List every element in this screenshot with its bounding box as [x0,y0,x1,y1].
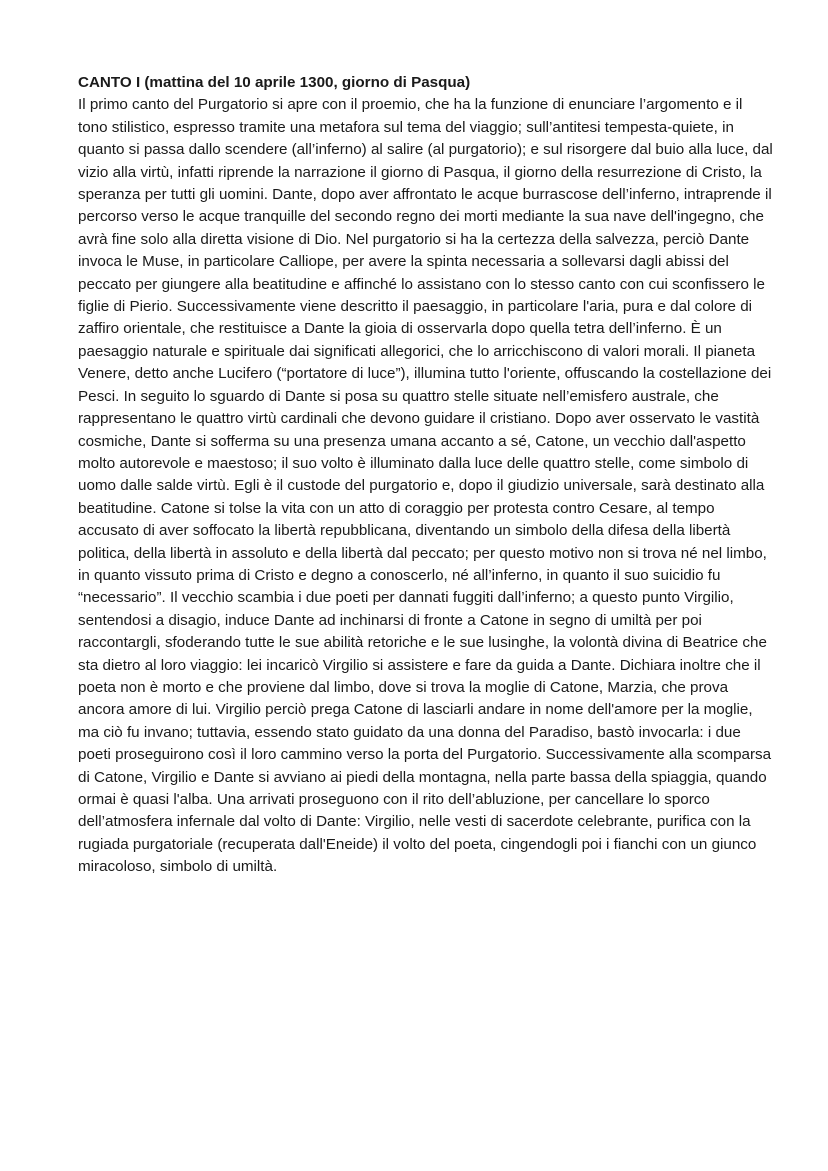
canto-summary-paragraph: Il primo canto del Purgatorio si apre con il proemio, che ha la funzione di enunciare l’argomento e il tono stilistico, espresso tramite una metafora sul tema del viaggio; sull’antitesi tempesta-quiete, in quanto si passa dallo scendere (all’inferno) al salire (al purgatorio); e sul risorgere dal buio alla luce, dal vizio alla virtù, infatti riprende la narrazione il giorno di Pasqua, il giorno della resurrezione di Cristo, la speranza per tutti gli uomini. Dante, dopo aver affrontato le acque burrascose dell’inferno, intraprende il percorso verso le acque tranquille del secondo regno dei morti mediante la sua nave dell'ingegno, che avrà fine solo alla diretta visione di Dio. Nel purgatorio si ha la certezza della salvezza, perciò Dante invoca le Muse, in particolare Calliope, per avere la spinta necessaria a sollevarsi dagli abissi del peccato per giungere alla beatitudine e affinché lo assistano con lo stesso canto con cui sconfissero le figlie di Pierio. Successivamente viene descritto il paesaggio, in particolare l'aria, pura e dal colore di zaffiro orientale, che restituisce a Dante la gioia di osservarla dopo quella tetra dell’inferno. È un paesaggio naturale e spirituale dai significati allegorici, che lo arricchiscono di valori morali. Il pianeta Venere, detto anche Lucifero (“portatore di luce”), illumina tutto l'oriente, offuscando la costellazione dei Pesci. In seguito lo sguardo di Dante si posa su quattro stelle situate nell’emisfero australe, che rappresentano le quattro virtù cardinali che devono guidare il cristiano. Dopo aver osservato le vastità cosmiche, Dante si sofferma su una presenza umana accanto a sé, Catone, un vecchio dall'aspetto molto autorevole e maestoso; il suo volto è illuminato dalla luce delle quattro stelle, come simbolo di uomo dalle salde virtù. Egli è il custode del purgatorio e, dopo il giudizio universale, sarà destinato alla beatitudine. Catone si tolse la vita con un atto di coraggio per protesta contro Cesare, al tempo accusato di aver soffocato la libertà repubblicana, diventando un simbolo della difesa della libertà politica, della libertà in assoluto e della libertà dal peccato; per questo motivo non si trova né nel limbo, in quanto vissuto prima di Cristo e degno a conoscerlo, né all’inferno, in quanto il suo suicidio fu “necessario”. Il vecchio scambia i due poeti per dannati fuggiti dall’inferno; a questo punto Virgilio, sentendosi a disagio, induce Dante ad inchinarsi di fronte a Catone in segno di umiltà per poi raccontargli, sfoderando tutte le sue abilità retoriche e le sue lusinghe, la volontà divina di Beatrice che sta dietro al loro viaggio: lei incaricò Virgilio si assistere e fare da guida a Dante. Dichiara inoltre che il poeta non è morto e che proviene dal limbo, dove si trova la moglie di Catone, Marzia, che prova ancora amore di lui. Virgilio perciò prega Catone di lasciarli andare in nome dell'amore per la moglie, ma ciò fu invano; tuttavia, essendo stato guidato da una donna del Paradiso, bastò invocarla: i due poeti proseguirono così il loro cammino verso la porta del Purgatorio. Successivamente alla scomparsa di Catone, Virgilio e Dante si avviano ai piedi della montagna, nella parte bassa della spiaggia, quando ormai è quasi l'alba. Una arrivati proseguono con il rito dell’abluzione, per cancellare lo sporco dell’atmosfera infernale dal volto di Dante: Virgilio, nelle vesti di sacerdote celebrante, purifica con la rugiada purgatoriale (recuperata dall'Eneide) il volto del poeta, cingendogli poi i fianchi con un giunco miracoloso, simbolo di umiltà. [78,96,773,876]
document-body [78,72,774,879]
canto-title: CANTO I (mattina del 10 aprile 1300, giorno di Pasqua) [78,74,471,91]
